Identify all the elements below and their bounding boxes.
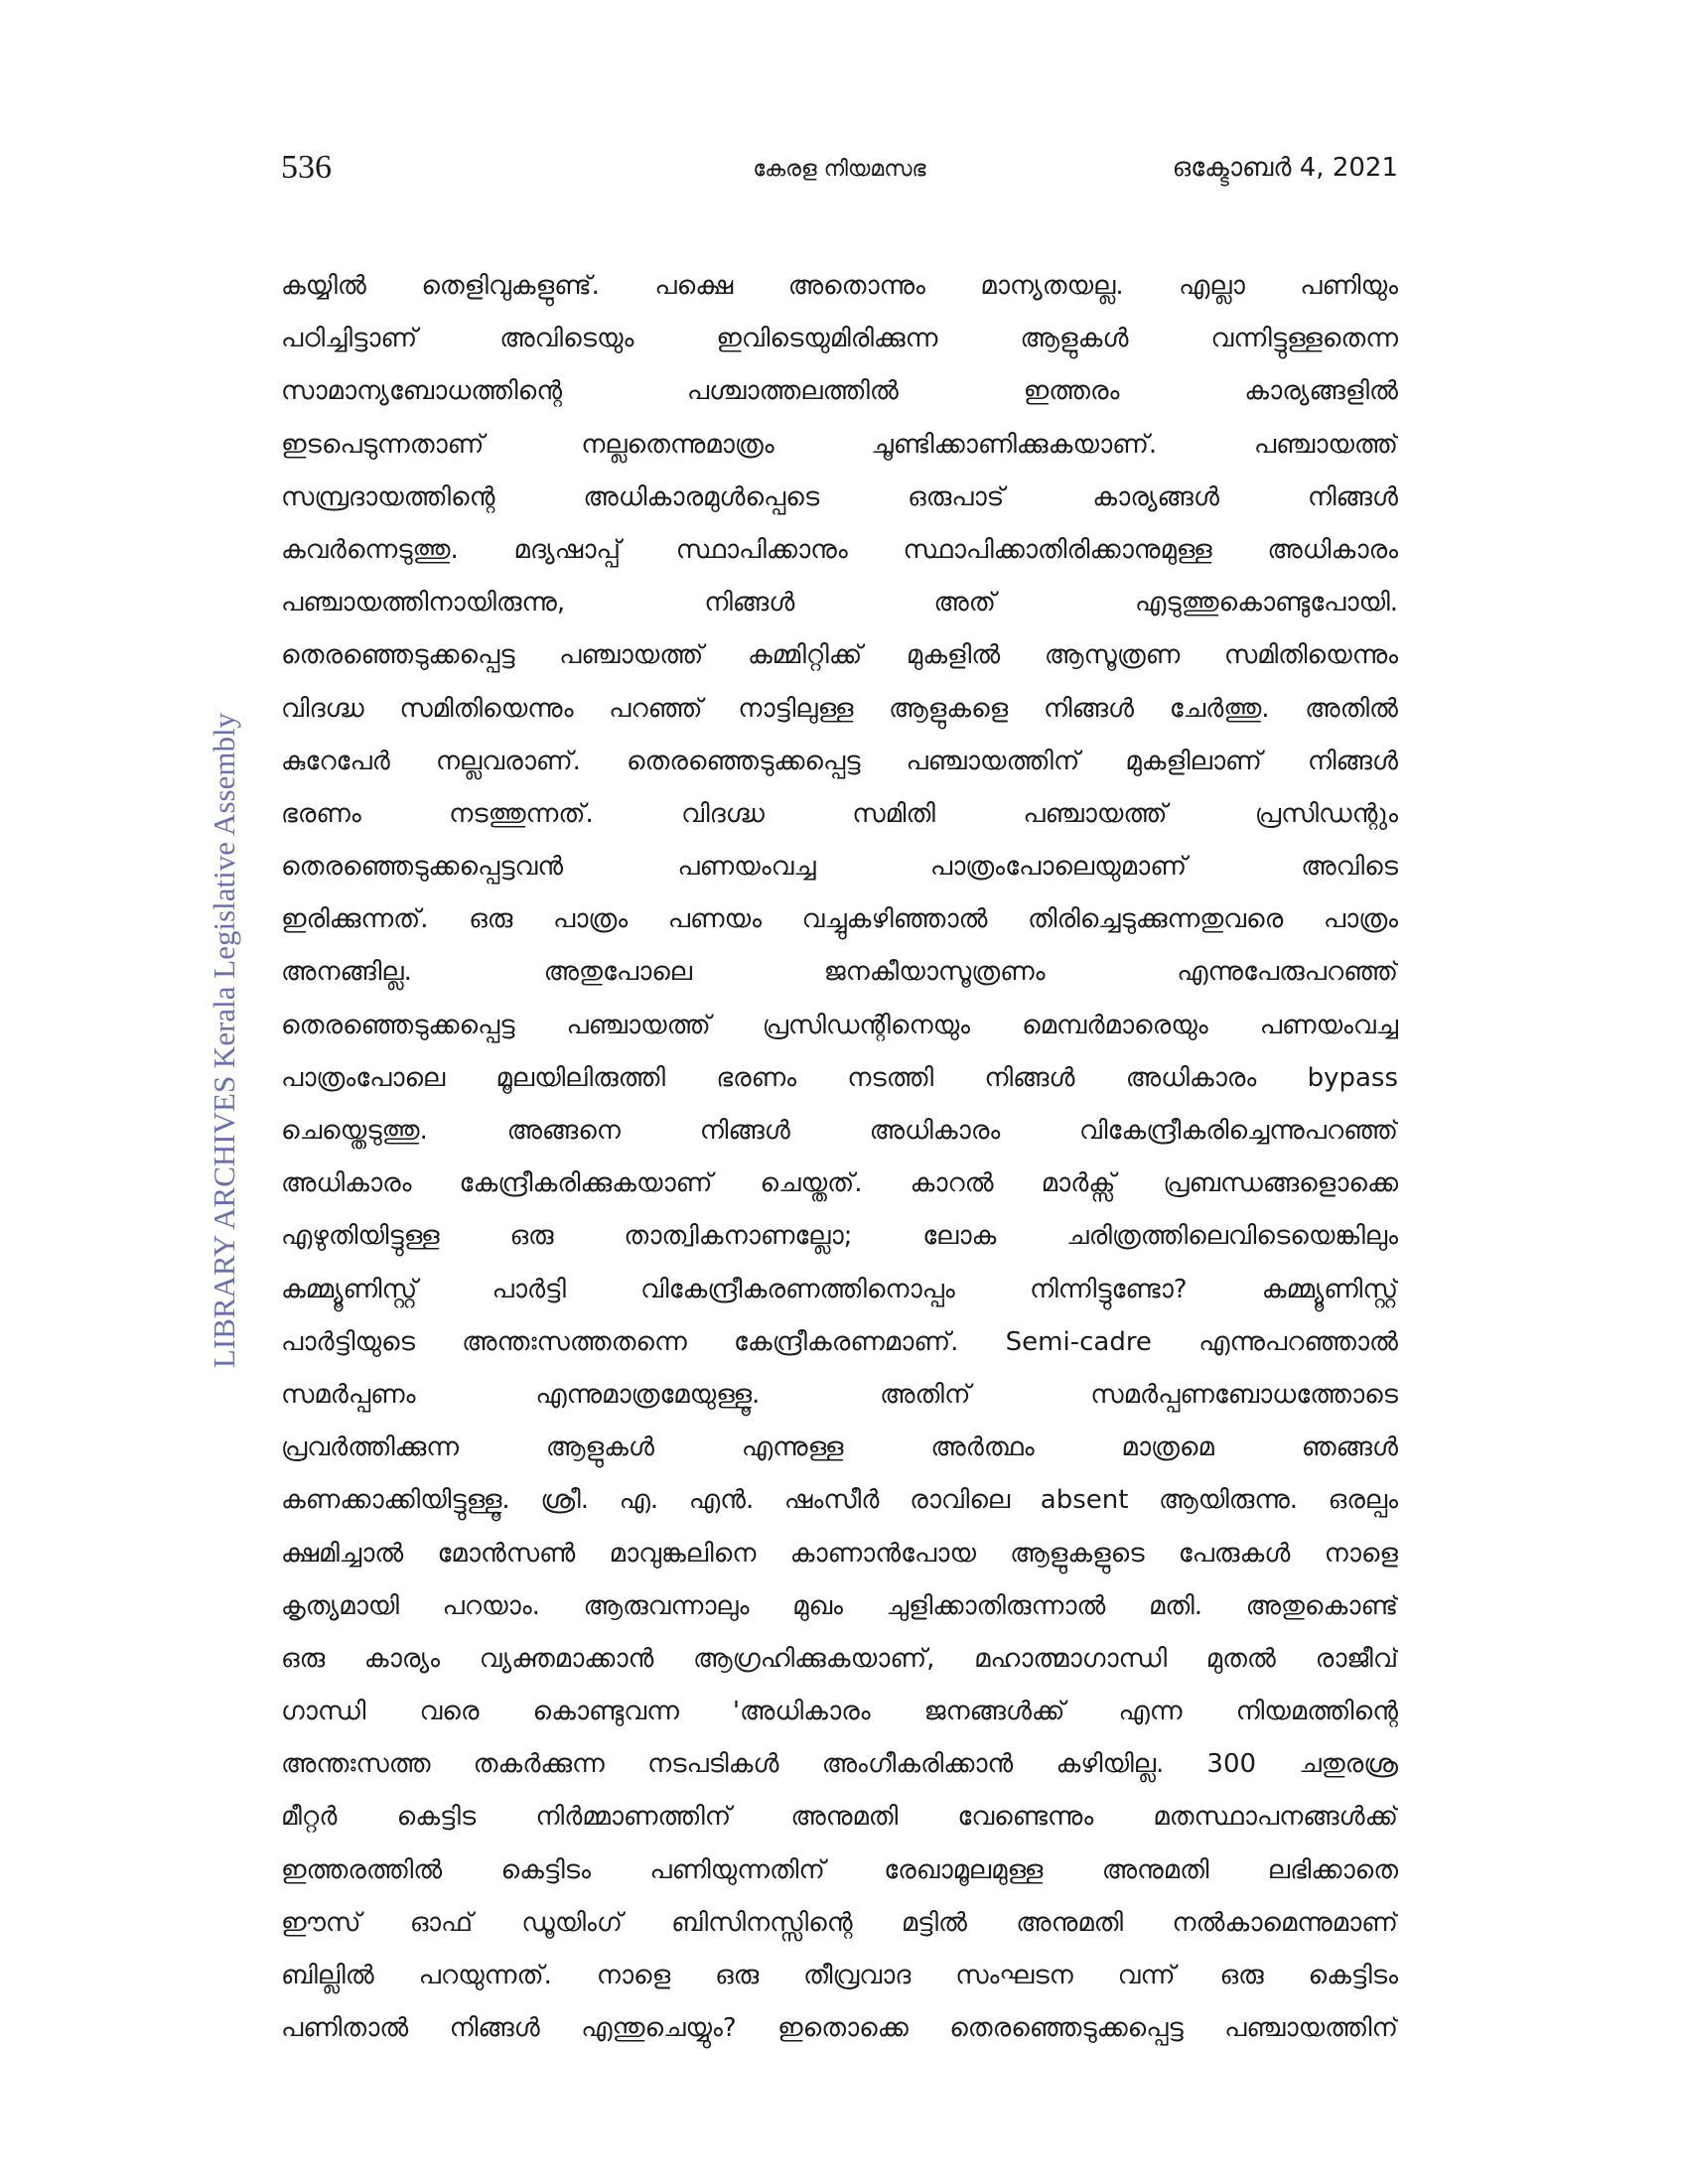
text-line: ഭരണം നടത്തുന്നത്. വിദഗ്ദ്ധ സമിതി പഞ്ചായത്ത് പ്രസിഡന്റും (281, 798, 1398, 829)
text-line: പഠിച്ചിട്ടാണ് അവിടെയും ഇവിടെയുമിരിക്കുന്ന ആളുകൾ വന്നിട്ടുള്ളതെന്ന (281, 324, 1398, 354)
text-line: സമ്പ്രദായത്തിന്റെ അധികാരമുൾപ്പെടെ ഒരുപാട് കാര്യങ്ങൾ നിങ്ങൾ (281, 481, 1398, 512)
running-title: കേരള നിയമസഭ (753, 157, 926, 182)
watermark-text: LIBRARY ARCHIVES Kerala Legislative Assembly (207, 712, 241, 1369)
text-line: ഇടപെടുന്നതാണ് നല്ലതെന്നുമാത്രം ചൂണ്ടിക്കാണിക്കുകയാണ്. പഞ്ചായത്ത് (281, 429, 1398, 460)
text-line: ഗാന്ധി വരെ കൊണ്ടുവന്ന 'അധികാരം ജനങ്ങൾക്ക് എന്ന നിയമത്തിന്റെ (281, 1697, 1398, 1727)
header-date: ഒക്ടോബർ 4, 2021 (1172, 153, 1398, 183)
text-line: അന്തഃസത്ത തകർക്കുന്ന നടപടികൾ അംഗീകരിക്കാൻ കഴിയില്ല. 300 ചതുരശ്ര (281, 1749, 1398, 1780)
text-line: ചെയ്തെടുത്തു. അങ്ങനെ നിങ്ങൾ അധികാരം വികേന്ദ്രീകരിച്ചെന്നുപറഞ്ഞ് (281, 1116, 1398, 1146)
page-number: 536 (281, 149, 332, 186)
text-line: ക്ഷമിച്ചാൽ മോൻസൺ മാവുങ്കലിനെ കാണാൻപോയ ആളുകളുടെ പേരുകൾ നാളെ (281, 1538, 1398, 1569)
text-line: പാർട്ടിയുടെ അന്തഃസത്തതന്നെ കേന്ദ്രീകരണമാണ്. Semi-cadre എന്നുപറഞ്ഞാൽ (281, 1326, 1398, 1357)
text-line: പണിതാൽ നിങ്ങൾ എന്തുചെയ്യും? ഇതൊക്കെ തെരഞ്ഞെടുക്കപ്പെട്ട പഞ്ചായത്തിന് (281, 2013, 1398, 2044)
text-line: ഇത്തരത്തിൽ കെട്ടിടം പണിയുന്നതിന് രേഖാമൂലമുള്ള അനുമതി ലഭിക്കാതെ (281, 1854, 1398, 1885)
text-line: കയ്യിൽ തെളിവുകളുണ്ട്. പക്ഷെ അതൊന്നും മാന്യതയല്ല. എല്ലാ പണിയും (281, 271, 1398, 301)
text-line: അധികാരം കേന്ദ്രീകരിക്കുകയാണ് ചെയ്തത്. കാറൽ മാർക്സ് പ്രബന്ധങ്ങളൊക്കെ (281, 1168, 1398, 1199)
text-line: പഞ്ചായത്തിനായിരുന്നു, നിങ്ങൾ അത് എടുത്തുകൊണ്ടുപോയി. (281, 588, 1398, 618)
text-line: ഈസ് ഓഫ് ഡൂയിംഗ് ബിസിനസ്സിന്റെ മട്ടിൽ അനുമതി നൽകാമെന്നുമാണ് (281, 1907, 1398, 1938)
text-line: മീറ്റർ കെട്ടിട നിർമ്മാണത്തിന് അനുമതി വേണ്ടെന്നും മതസ്ഥാപനങ്ങൾക്ക് (281, 1802, 1398, 1833)
page-header (281, 149, 1398, 195)
text-line: പ്രവർത്തിക്കുന്ന ആളുകൾ എന്നുള്ള അർത്ഥം മാത്രമെ ഞങ്ങൾ (281, 1433, 1398, 1463)
text-line: പാത്രംപോലെ മൂലയിലിരുത്തി ഭരണം നടത്തി നിങ്ങൾ അധികാരം bypass (281, 1062, 1398, 1093)
text-line: തെരഞ്ഞെടുക്കപ്പെട്ടവൻ പണയംവച്ച പാത്രംപോലെയുമാണ് അവിടെ (281, 852, 1398, 883)
text-line: കണക്കാക്കിയിട്ടുള്ളൂ. ശ്രീ. എ. എൻ. ഷംസീർ രാവിലെ absent ആയിരുന്നു. ഒരല്പം (281, 1485, 1398, 1516)
text-line: എഴുതിയിട്ടുള്ള ഒരു താത്വികനാണല്ലോ; ലോക ചരിത്രത്തിലെവിടെയെങ്കിലും (281, 1221, 1398, 1252)
text-line: തെരഞ്ഞെടുക്കപ്പെട്ട പഞ്ചായത്ത് കമ്മിറ്റിക്ക് മുകളിൽ ആസൂത്രണ സമിതിയെന്നും (281, 640, 1398, 671)
text-line: ബില്ലിൽ പറയുന്നത്. നാളെ ഒരു തീവ്രവാദ സംഘടന വന്ന് ഒരു കെട്ടിടം (281, 1961, 1398, 1990)
text-line: വിദഗ്ദ്ധ സമിതിയെന്നും പറഞ്ഞ് നാട്ടിലുള്ള ആളുകളെ നിങ്ങൾ ചേർത്തു. അതിൽ (281, 693, 1398, 724)
text-line: കൃത്യമായി പറയാം. ആരുവന്നാലും മുഖം ചുളിക്കാതിരുന്നാൽ മതി. അതുകൊണ്ട് (281, 1590, 1398, 1621)
text-line: കുറേപേർ നല്ലവരാണ്. തെരഞ്ഞെടുക്കപ്പെട്ട പഞ്ചായത്തിന് മുകളിലാണ് നിങ്ങൾ (281, 746, 1398, 776)
text-line: ഇരിക്കുന്നത്. ഒരു പാത്രം പണയം വച്ചുകഴിഞ്ഞാൽ തിരിച്ചെടുക്കുന്നതുവരെ പാത്രം (281, 904, 1398, 935)
text-line: കവർന്നെടുത്തു. മദ്യഷാപ്പ് സ്ഥാപിക്കാനും സ്ഥാപിക്കാതിരിക്കാനുമുള്ള അധികാരം (281, 534, 1398, 565)
text-line: കമ്മ്യൂണിസ്റ്റ് പാർട്ടി വികേന്ദ്രീകരണത്തിനൊപ്പം നിന്നിട്ടുണ്ടോ? കമ്മ്യൂണിസ്റ്റ് (281, 1274, 1398, 1304)
body-paragraph (281, 260, 1398, 2055)
text-line: തെരഞ്ഞെടുക്കപ്പെട്ട പഞ്ചായത്ത് പ്രസിഡന്റിനെയും മെമ്പർമാരെയും പണയംവച്ച (281, 1010, 1398, 1040)
text-line: ഒരു കാര്യം വ്യക്തമാക്കാൻ ആഗ്രഹിക്കുകയാണ്, മഹാത്മാഗാന്ധി മുതൽ രാജീവ് (281, 1643, 1398, 1674)
text-line: അനങ്ങില്ല. അതുപോലെ ജനകീയാസൂത്രണം എന്നുപേരുപറഞ്ഞ് (281, 957, 1398, 988)
text-line: സമർപ്പണം എന്നുമാത്രമേയുള്ളൂ. അതിന് സമർപ്പണബോധത്തോടെ (281, 1379, 1398, 1410)
text-line: സാമാന്യബോധത്തിന്റെ പശ്ചാത്തലത്തിൽ ഇത്തരം കാര്യങ്ങളിൽ (281, 376, 1398, 407)
